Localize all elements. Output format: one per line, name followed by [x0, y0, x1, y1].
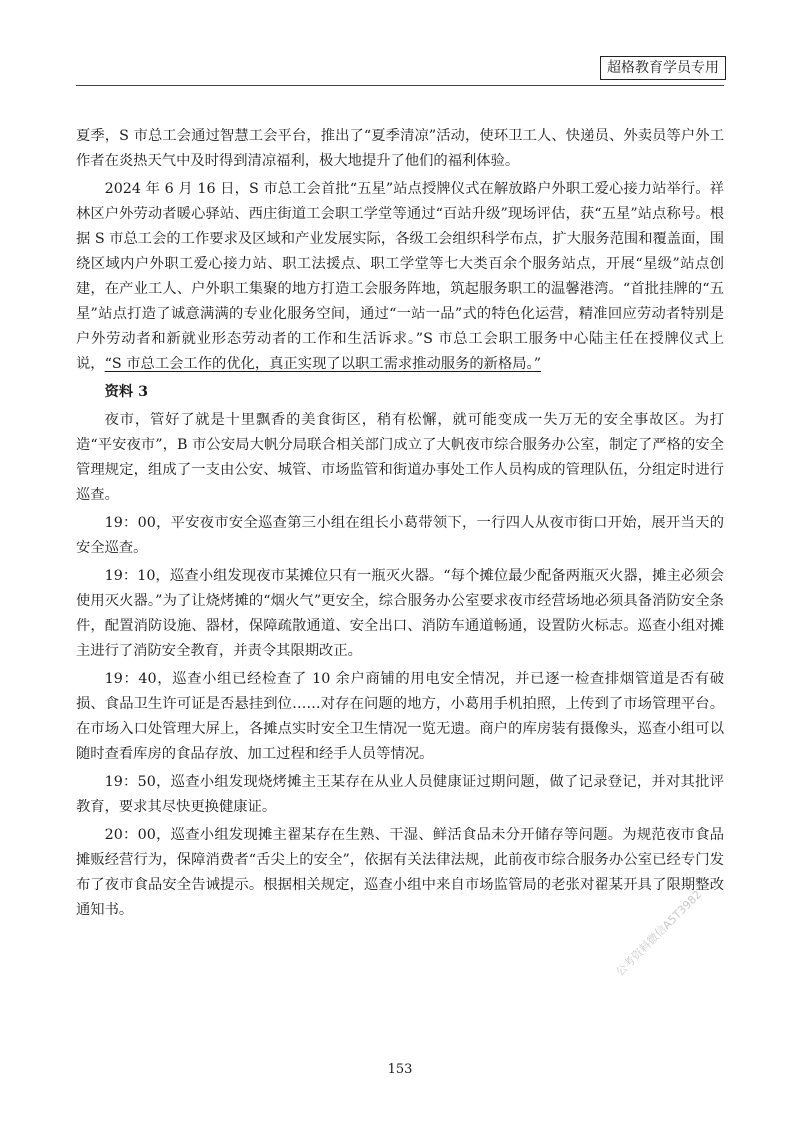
document-body — [76, 124, 724, 926]
paragraph-five-star-main: 2024 年 6 月 16 日，S 市总工会首批“五星”站点授牌仪式在解放路户外职工爱心接力站举行。祥林区户外劳动者暖心驿站、西庄街道工会职工学堂等通过“百站升级”现场评估，获“五星”站点称号。根据 S 市总工会的工作要求及区域和产业发展实际，各级工会组织科学布点，扩大服务范围和覆盖面，围绕区域内户外职工爱心接力站、职工法援点、职工学堂等七大类百余个服务站点，开展“星级”站点创建，在产业工人、户外职工集聚的地方打造工会服务阵地，筑起服务职工的温馨港湾。“首批挂牌的“五星”站点打造了诚意满满的专业化服务空间，通过“一站一品”式的特色化运营，精准回应劳动者特别是户外劳动者和新就业形态劳动者的工作和生活诉求。”S 市总工会职工服务中心陆主任在授牌仪式上说， — [76, 181, 724, 372]
header-rule — [76, 85, 724, 86]
page-number: 153 — [387, 1062, 413, 1077]
paragraph-night-market: 夜市，管好了就是十里飘香的美食街区，稍有松懈，就可能变成一失万无的安全事故区。为打造“平安夜市”，B 市公安局大帆分局联合相关部门成立了大帆夜市综合服务办公室，制定了严格的安全管理规定，组成了一支由公安、城管、市场监管和街道办事处工作人员构成的管理队伍，分组定时进行巡查。 — [76, 412, 724, 503]
paragraph-1940: 19：40，巡查小组已经检查了 10 余户商铺的用电安全情况，并已逐一检查排烟管道是否有破损、食品卫生许可证是否悬挂到位……对存在问题的地方，小葛用手机拍照，上传到了市场管理平台。在市场入口处管理大屏上，各摊点实时安全卫生情况一览无遗。商户的库房装有摄像头，巡查小组可以随时查看库房的食品存放、加工过程和经手人员等情况。 — [76, 671, 724, 762]
paragraph-1950: 19：50，巡查小组发现烧烤摊主王某存在从业人员健康证过期问题，做了记录登记，并对其批评教育，要求其尽快更换健康证。 — [76, 774, 724, 815]
paragraph-five-star-stations — [76, 177, 724, 377]
section-heading-material-3: 资料 3 — [104, 384, 149, 400]
paragraph-1900: 19：00，平安夜市安全巡查第三小组在组长小葛带领下，一行四人从夜市街口开始，展开当天的安全巡查。 — [76, 515, 724, 556]
paragraph-2000: 20：00，巡查小组发现摊主翟某存在生熟、干湿、鲜活食品未分开储存等问题。为规范夜市食品摊贩经营行为，保障消费者“舌尖上的安全”，依据有关法律法规，此前夜市综合服务办公室已经专门发布了夜市食品安全告诫提示。根据相关规定，巡查小组中来自市场监管局的老张对翟某开具了限期整改通知书。 — [76, 827, 724, 918]
underlined-quote: “S 市总工会工作的优化，真正实现了以职工需求推动服务的新格局。” — [104, 356, 542, 372]
paragraph-summer-cool: 夏季，S 市总工会通过智慧工会平台，推出了“夏季清凉”活动，使环卫工人、快递员、外卖员等户外工作者在炎热天气中及时得到清凉福利，极大地提升了他们的福利体验。 — [76, 128, 724, 169]
paragraph-1910: 19：10，巡查小组发现夜市某摊位只有一瓶灭火器。“每个摊位最少配备两瓶灭火器，摊主必须会使用灭火器。”为了让烧烤摊的“烟火气”更安全，综合服务办公室要求夜市经营场地必须具备消防安全条件，配置消防设施、器材，保障疏散通道、安全出口、消防车通道畅通，设置防火标志。巡查小组对摊主进行了消防安全教育，并责令其限期改正。 — [76, 568, 724, 659]
watermark: 公考资料微信A5T3982 — [613, 887, 705, 979]
header-stamp: 超格教育学员专用 — [600, 56, 726, 80]
